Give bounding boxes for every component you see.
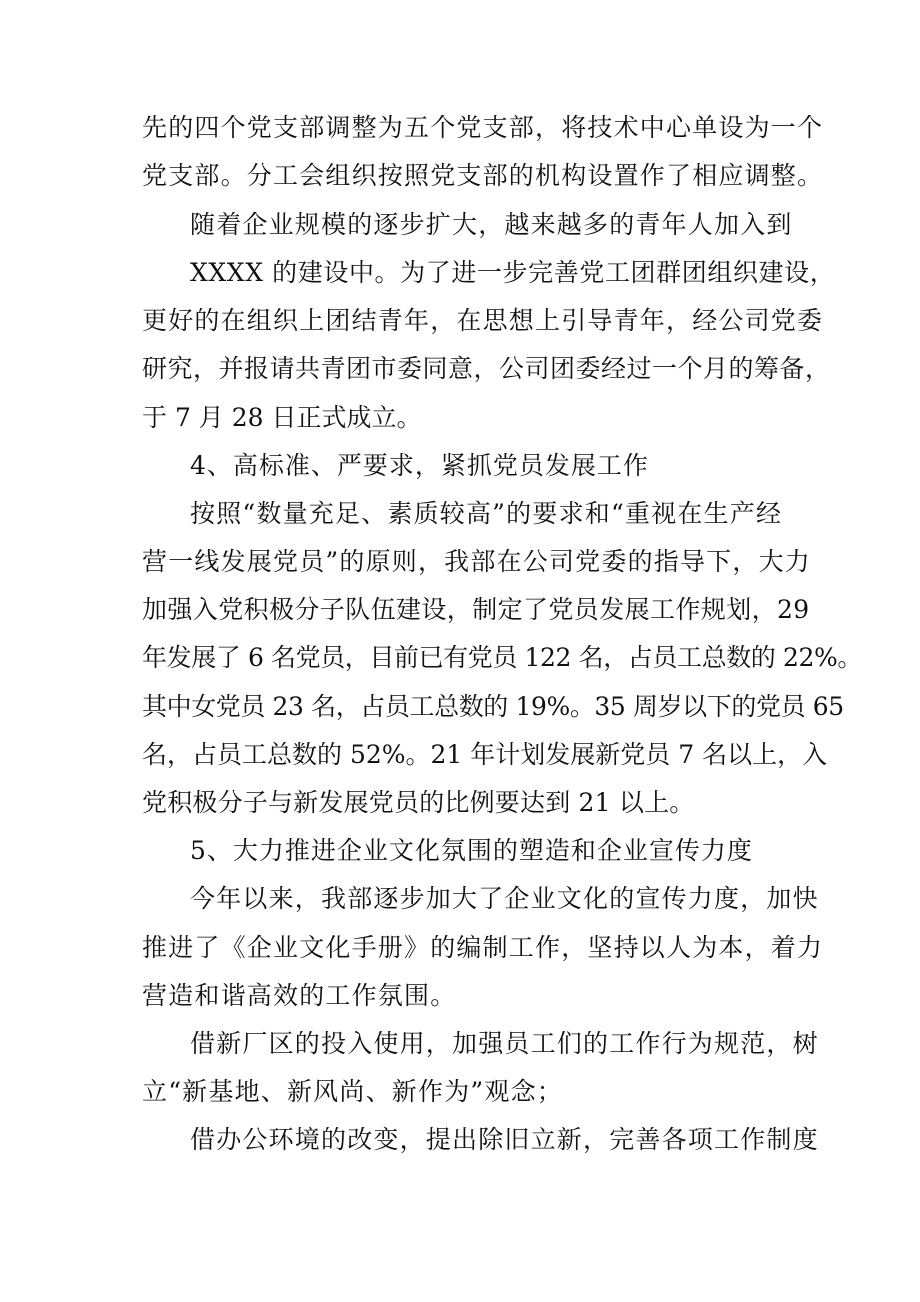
- text-line-15: [0, 780, 920, 826]
- text-line-10: [0, 539, 920, 585]
- line-text-21: 立“新基地、新风尚、新作为”观念；: [142, 1077, 563, 1106]
- text-line-5: [0, 298, 920, 344]
- line-text-7: 于 7 月 28 日正式成立。: [142, 403, 422, 432]
- text-line-3: [0, 202, 920, 248]
- line-text-10: 营一线发展党员”的原则，我部在公司党委的指导下，大力: [142, 547, 811, 576]
- text-line-8: [0, 443, 920, 489]
- text-line-17: [0, 876, 920, 922]
- line-text-18: 推进了《企业文化手册》的编制工作，坚持以人为本，着力: [142, 933, 824, 962]
- text-line-6: [0, 346, 920, 392]
- text-line-1: [0, 105, 920, 151]
- text-line-18: [0, 925, 920, 971]
- text-line-21: [0, 1069, 920, 1115]
- line-text-8: 4、高标准、严要求，紧抓党员发展工作: [190, 451, 649, 480]
- line-text-4: XXXX 的建设中。为了进一步完善党工团群团组织建设，: [190, 258, 836, 287]
- line-text-11: 加强入党积极分子队伍建设，制定了党员发展工作规划，29: [142, 595, 810, 624]
- line-text-14: 名，占员工总数的 52%。21 年计划发展新党员 7 名以上，入: [142, 740, 828, 769]
- line-text-15: 党积极分子与新发展党员的比例要达到 21 以上。: [142, 788, 695, 817]
- line-text-3: 随着企业规模的逐步扩大，越来越多的青年人加入到: [190, 210, 793, 239]
- line-text-16: 5、大力推进企业文化氛围的塑造和企业宣传力度: [190, 836, 753, 865]
- line-text-13: 其中女党员 23 名，占员工总数的 19%。35 周岁以下的党员 65: [142, 692, 844, 721]
- text-line-9: [0, 491, 920, 537]
- text-line-2: [0, 153, 920, 199]
- text-line-12: [0, 635, 920, 681]
- text-line-11: [0, 587, 920, 633]
- text-line-14: [0, 732, 920, 778]
- text-line-7: [0, 395, 920, 441]
- line-text-6: 研究，并报请共青团市委同意，公司团委经过一个月的筹备，: [142, 354, 831, 383]
- text-line-20: [0, 1021, 920, 1067]
- line-text-20: 借新厂区的投入使用，加强员工们的工作行为规范，树: [190, 1029, 819, 1058]
- line-text-9: 按照“数量充足、素质较高”的要求和“重视在生产经: [190, 499, 783, 528]
- line-text-19: 营造和谐高效的工作氛围。: [142, 981, 457, 1010]
- text-line-13: [0, 684, 920, 730]
- line-text-2: 党支部。分工会组织按照党支部的机构设置作了相应调整。: [142, 161, 824, 190]
- text-line-4: [0, 250, 920, 296]
- text-line-16: [0, 828, 920, 874]
- line-text-1: 先的四个党支部调整为五个党支部，将技术中心单设为一个: [142, 113, 824, 142]
- line-text-5: 更好的在组织上团结青年，在思想上引导青年，经公司党委: [142, 306, 824, 335]
- line-text-22: 借办公环境的改变，提出除旧立新，完善各项工作制度: [190, 1125, 819, 1154]
- text-line-19: [0, 973, 920, 1019]
- line-text-12: 年发展了 6 名党员，目前已有党员 122 名，占员工总数的 22%。: [142, 643, 862, 672]
- line-text-17: 今年以来，我部逐步加大了企业文化的宣传力度，加快: [190, 884, 819, 913]
- text-line-22: [0, 1117, 920, 1163]
